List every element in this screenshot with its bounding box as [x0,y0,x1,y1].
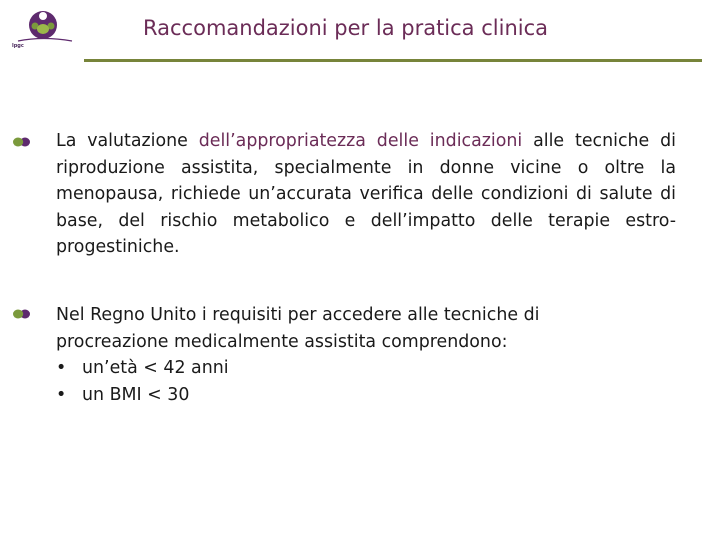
paragraph-uk-requirements [56,302,616,408]
item-bullet: • [56,358,67,378]
paragraph-appropriateness [56,128,676,261]
logo-abbreviation: lpgc [12,43,24,49]
highlight-indications: dell’appropriatezza delle indicazioni [198,131,523,151]
paragraph-1-text-b: alle tecniche di riproduzione assistita, specialmente in donne vicine o oltre la menopausa, richiede un’accurata verifica delle condizioni di salute di base, del rischio metabolico e dell’impatto delle terapie estro-progestiniche. [56,131,676,257]
paragraph-2-intro: Nel Regno Unito i requisiti per accedere alle tecniche di procreazione medicalmente assistita comprendono: [56,305,540,352]
requirement-item-bmi [56,382,616,409]
bullet-dot-icon [12,137,32,147]
requirement-item-age [56,355,616,382]
logo-figure-icon [10,8,80,48]
requirement-bmi-text: un BMI < 30 [82,384,190,405]
title-underline [84,59,702,62]
bullet-dot-icon [12,309,32,319]
item-bullet: • [56,384,67,405]
logo [10,8,80,60]
page-title: Raccomandazioni per la pratica clinica [143,16,548,40]
requirement-age-text: un’età < 42 anni [82,358,229,378]
paragraph-1-text-a: La valutazione [56,131,199,151]
